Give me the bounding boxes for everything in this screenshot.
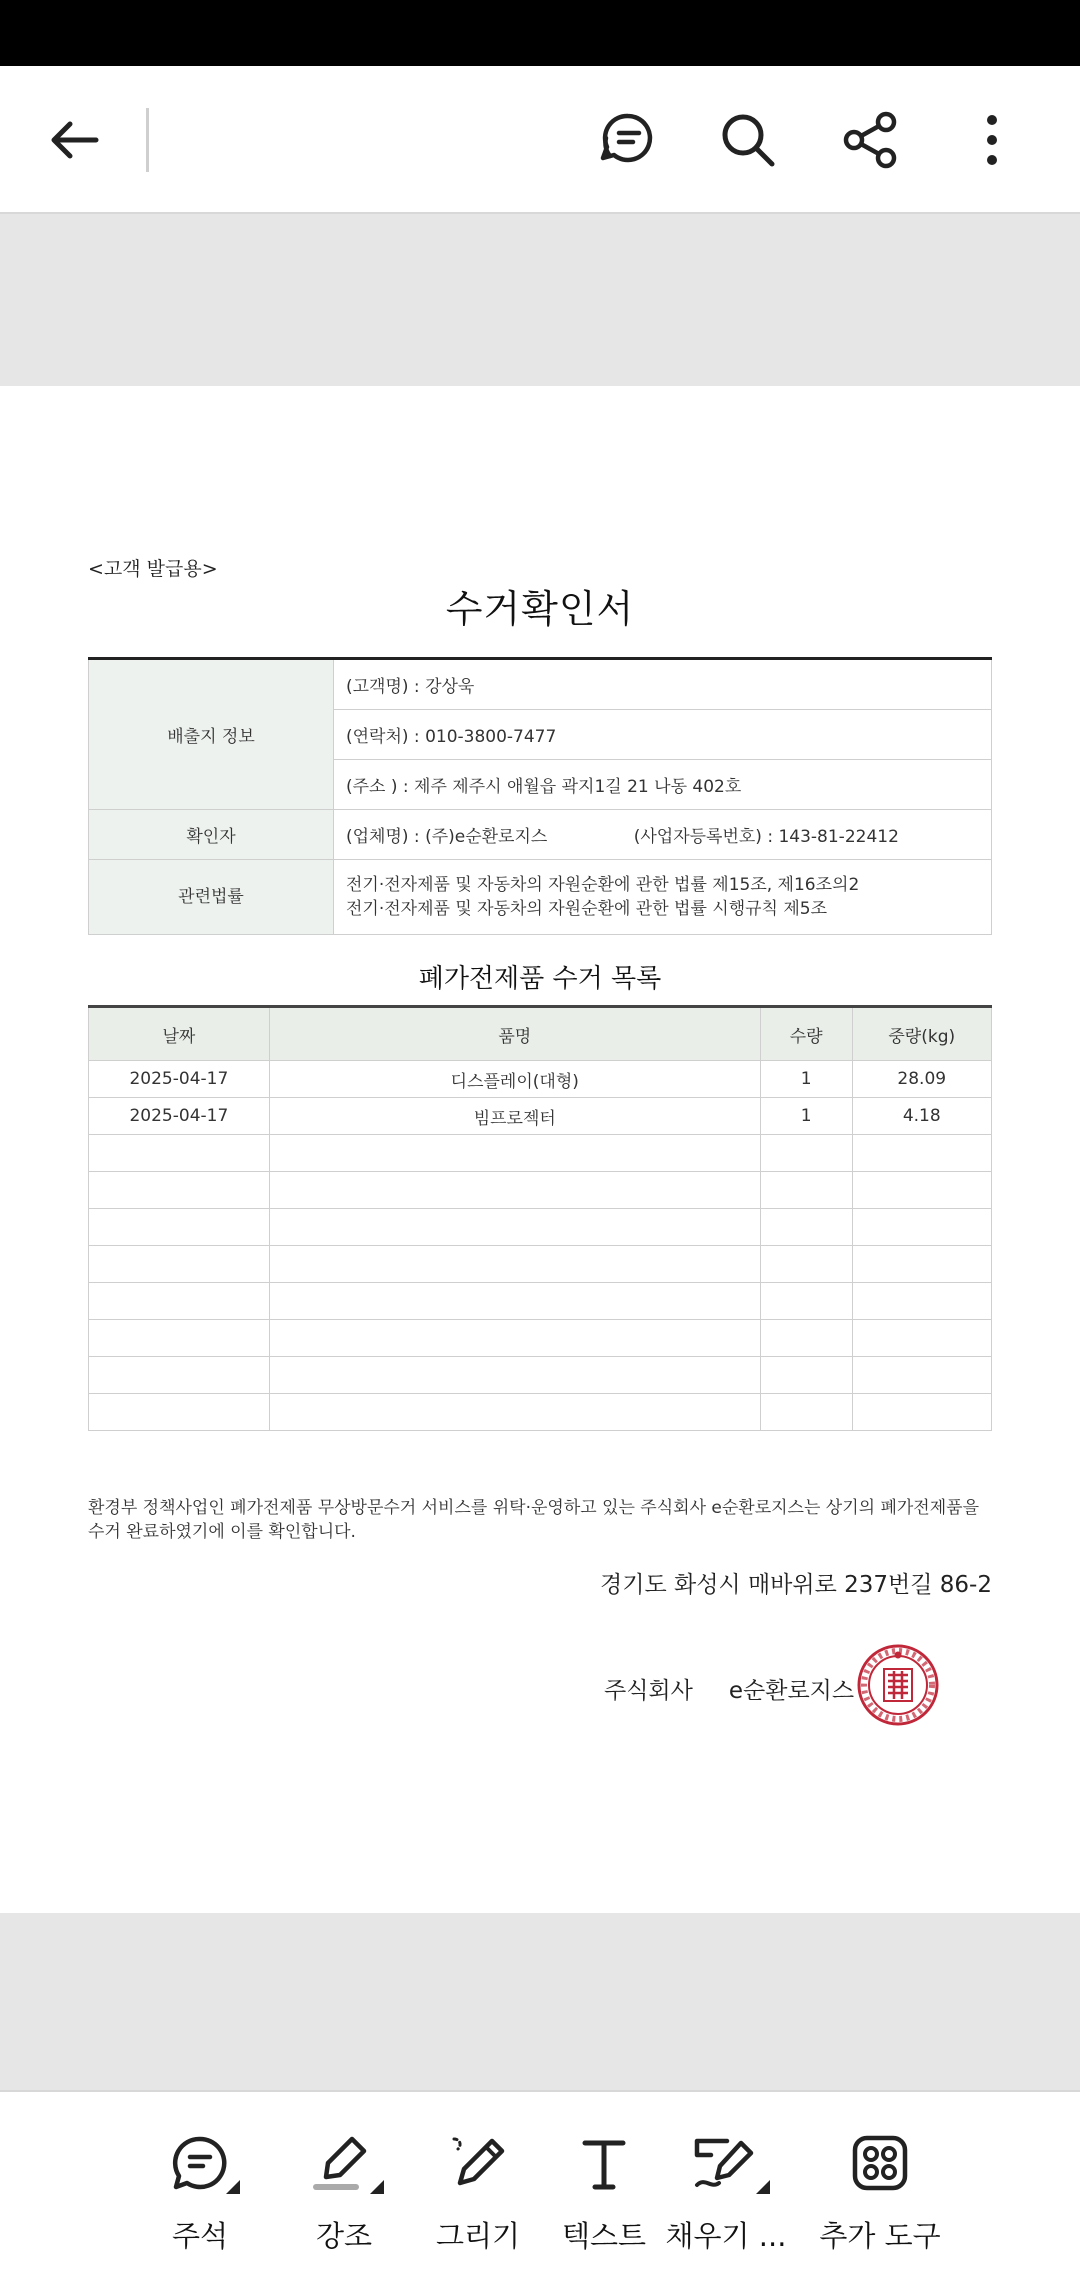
text-icon bbox=[579, 2135, 629, 2191]
company-address: 경기도 화성시 매바위로 237번길 86-2 bbox=[600, 1572, 992, 1598]
tool-expand-indicator bbox=[756, 2180, 770, 2194]
tool-draw[interactable] bbox=[408, 2130, 548, 2255]
row-weight: 4.18 bbox=[852, 1098, 991, 1135]
more-options-icon[interactable] bbox=[956, 104, 1028, 176]
verifier-label: 확인자 bbox=[89, 810, 334, 860]
tool-comment-label: 주석 bbox=[171, 2219, 229, 2253]
empty-row bbox=[89, 1209, 992, 1246]
page-gap-bottom bbox=[0, 1913, 1080, 2090]
page-gap-top bbox=[0, 214, 1080, 386]
sender-info-label: 배출지 정보 bbox=[89, 659, 334, 810]
status-bar bbox=[0, 0, 1080, 66]
law-label: 관련법률 bbox=[89, 860, 334, 935]
empty-row bbox=[89, 1172, 992, 1209]
verifier-company: (업체명) : (주)e순환로지스 bbox=[334, 810, 622, 860]
tool-highlight-label: 강조 bbox=[315, 2219, 373, 2253]
tool-more-label: 추가 도구 bbox=[819, 2219, 941, 2253]
empty-row bbox=[89, 1283, 992, 1320]
empty-row bbox=[89, 1357, 992, 1394]
bottom-tool-bar bbox=[0, 2090, 1080, 2277]
tool-draw-label: 그리기 bbox=[435, 2219, 521, 2253]
law-line-2: 전기·전자제품 및 자동차의 자원순환에 관한 법률 시행규칙 제5조 bbox=[346, 899, 828, 919]
tool-fill-sign-label: 채우기 ... bbox=[665, 2219, 787, 2253]
empty-row bbox=[89, 1394, 992, 1431]
back-arrow-icon[interactable] bbox=[38, 104, 110, 176]
table-row bbox=[89, 1098, 992, 1135]
company-signature bbox=[604, 1672, 854, 1705]
company-seal-icon bbox=[856, 1643, 940, 1727]
collection-list-title: 폐가전제품 수거 목록 bbox=[418, 964, 662, 994]
tool-highlight[interactable] bbox=[274, 2130, 414, 2255]
comment-icon bbox=[170, 2133, 230, 2193]
tool-text[interactable] bbox=[534, 2130, 674, 2255]
notice-line-2: 수거 완료하였기에 이를 확인합니다. bbox=[88, 1522, 356, 1542]
pen-icon bbox=[448, 2133, 508, 2193]
customer-contact: (연락처) : 010-3800-7477 bbox=[334, 710, 992, 760]
business-number: (사업자등록번호) : 143-81-22412 bbox=[622, 810, 992, 860]
issue-label: <고객 발급용> bbox=[88, 558, 218, 580]
row-qty: 1 bbox=[760, 1061, 852, 1098]
highlighter-icon bbox=[312, 2133, 376, 2193]
law-line-1: 전기·전자제품 및 자동차의 자원순환에 관한 법률 제15조, 제16조의2 bbox=[346, 875, 860, 895]
row-item: 디스플레이(대형) bbox=[269, 1061, 760, 1098]
row-item: 빔프로젝터 bbox=[269, 1098, 760, 1135]
more-tools-icon bbox=[851, 2134, 909, 2192]
tool-expand-indicator bbox=[370, 2180, 384, 2194]
comment-list-icon[interactable] bbox=[590, 104, 662, 176]
empty-row bbox=[89, 1246, 992, 1283]
law-text bbox=[334, 860, 992, 935]
notice-line-1: 환경부 정책사업인 폐가전제품 무상방문수거 서비스를 위탁·운영하고 있는 주식회사 e순환로지스는 상기의 폐가전제품을 bbox=[88, 1498, 979, 1518]
tool-more[interactable] bbox=[810, 2130, 950, 2255]
empty-row bbox=[89, 1320, 992, 1357]
company-name: e순환로지스 bbox=[728, 1678, 855, 1704]
document-title: 수거확인서 bbox=[445, 587, 635, 631]
info-table bbox=[88, 657, 992, 935]
company-prefix: 주식회사 bbox=[604, 1678, 693, 1704]
tool-comment[interactable] bbox=[130, 2130, 270, 2255]
share-icon[interactable] bbox=[834, 104, 906, 176]
column-weight: 중량(kg) bbox=[852, 1007, 991, 1061]
column-qty: 수량 bbox=[760, 1007, 852, 1061]
document-page[interactable] bbox=[0, 386, 1080, 1913]
tool-expand-indicator bbox=[226, 2180, 240, 2194]
toolbar-divider bbox=[146, 108, 149, 172]
customer-address: (주소 ) : 제주 제주시 애월읍 곽지1길 21 나동 402호 bbox=[334, 760, 992, 810]
row-qty: 1 bbox=[760, 1098, 852, 1135]
confirmation-notice bbox=[88, 1496, 992, 1544]
fill-sign-icon bbox=[693, 2133, 759, 2193]
empty-row bbox=[89, 1135, 992, 1172]
row-date: 2025-04-17 bbox=[89, 1098, 270, 1135]
search-icon[interactable] bbox=[712, 104, 784, 176]
table-row bbox=[89, 1061, 992, 1098]
row-date: 2025-04-17 bbox=[89, 1061, 270, 1098]
tool-text-label: 텍스트 bbox=[561, 2219, 647, 2253]
column-date: 날짜 bbox=[89, 1007, 270, 1061]
customer-name: (고객명) : 강상욱 bbox=[334, 659, 992, 710]
tool-fill-sign[interactable] bbox=[656, 2130, 796, 2255]
column-item: 품명 bbox=[269, 1007, 760, 1061]
top-toolbar bbox=[0, 66, 1080, 214]
row-weight: 28.09 bbox=[852, 1061, 991, 1098]
collection-list-table bbox=[88, 1005, 992, 1431]
